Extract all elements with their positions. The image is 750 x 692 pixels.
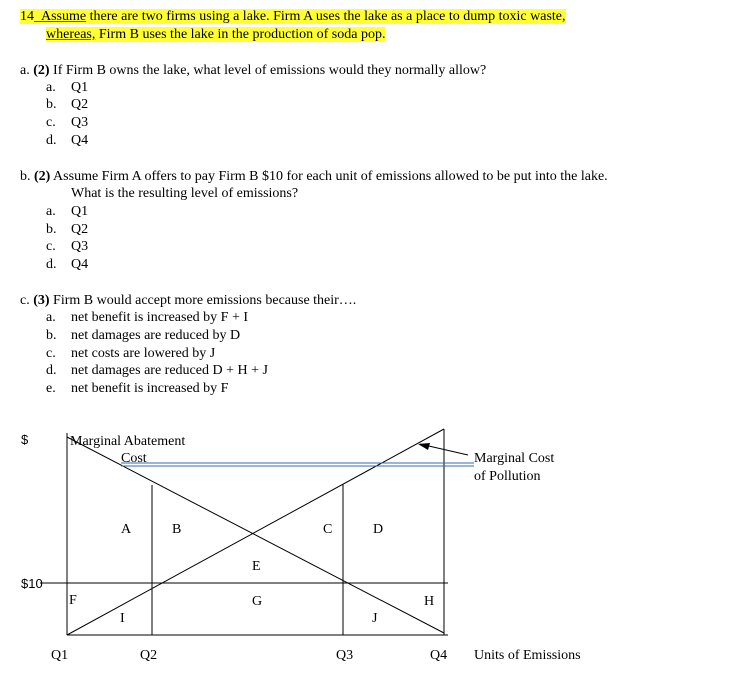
part-b-option-text: Q1 <box>71 204 89 219</box>
region-label: I <box>120 611 125 626</box>
region-label: E <box>252 559 261 574</box>
part-b-question: b. (2) Assume Firm A offers to pay Firm B $10 for each unit of emissions allowed to be put into the lake. <box>20 169 608 184</box>
part-b-option[interactable]: d. <box>46 257 57 272</box>
mcp-label-line-2: of Pollution <box>474 469 541 484</box>
part-b-option[interactable]: b. <box>46 222 57 237</box>
mcp-label-line-1: Marginal Cost <box>474 451 555 466</box>
part-c-option[interactable]: c. <box>46 346 56 361</box>
arrow-head <box>418 443 430 450</box>
region-label: F <box>69 593 77 608</box>
part-b-option-text: Q2 <box>71 222 89 237</box>
y-axis-label: $ <box>21 432 29 447</box>
region-label: J <box>372 611 378 626</box>
part-c-option-text: net damages are reduced D + H + J <box>71 363 268 378</box>
part-c-option-text: net benefit is increased by F + I <box>71 310 249 325</box>
question-number: 14 <box>20 9 34 24</box>
question-intro-1: there are two firms using a lake. Firm A uses the lake as a place to dump toxic waste, <box>86 9 566 24</box>
part-a-option[interactable]: b. <box>46 97 57 112</box>
part-a-option-text: Q1 <box>71 80 89 95</box>
x-tick-label: Q3 <box>336 648 354 663</box>
region-label: B <box>172 522 182 537</box>
part-c-option[interactable]: b. <box>46 328 57 343</box>
x-tick-label: Q2 <box>140 648 158 663</box>
part-a-option[interactable]: a. <box>46 80 56 95</box>
part-a-option-text: Q2 <box>71 97 89 112</box>
part-b-option-text: Q4 <box>71 257 89 272</box>
part-c-option[interactable]: a. <box>46 310 56 325</box>
region-label: D <box>373 522 384 537</box>
part-a-option[interactable]: c. <box>46 115 56 130</box>
whereas-word: whereas, <box>46 27 96 42</box>
part-a-option[interactable]: d. <box>46 133 57 148</box>
ten-dollar-label: $10 <box>21 576 43 591</box>
mac-label-line-2: Cost <box>121 451 147 466</box>
part-c-option-text: net costs are lowered by J <box>71 346 216 361</box>
part-b-question-line-2: What is the resulting level of emissions? <box>71 186 299 201</box>
part-a-option-text: Q3 <box>71 115 89 130</box>
part-a-option-text: Q4 <box>71 133 89 148</box>
part-c-option[interactable]: e. <box>46 381 56 396</box>
region-label: C <box>323 522 333 537</box>
question-intro-2: Firm B uses the lake in the production of soda pop. <box>95 27 386 42</box>
x-axis-label: Units of Emissions <box>474 648 581 663</box>
part-b-option-text: Q3 <box>71 239 89 254</box>
x-tick-label: Q1 <box>51 648 69 663</box>
part-b-option[interactable]: c. <box>46 239 56 254</box>
part-c-option-text: net benefit is increased by F <box>71 381 229 396</box>
part-c-question: c. (3) Firm B would accept more emissions because their…. <box>20 293 357 308</box>
region-label: H <box>424 594 435 609</box>
region-label: A <box>121 522 132 537</box>
part-c-option-text: net damages are reduced by D <box>71 328 241 343</box>
region-label: G <box>252 594 263 609</box>
x-tick-label: Q4 <box>430 648 448 663</box>
part-b-option[interactable]: a. <box>46 204 56 219</box>
mac-label-line-1: Marginal Abatement <box>70 434 186 449</box>
part-c-option[interactable]: d. <box>46 363 57 378</box>
assume-word: Assume <box>41 9 87 24</box>
part-a-question: a. (2) If Firm B owns the lake, what level of emissions would they normally allow? <box>20 63 487 78</box>
